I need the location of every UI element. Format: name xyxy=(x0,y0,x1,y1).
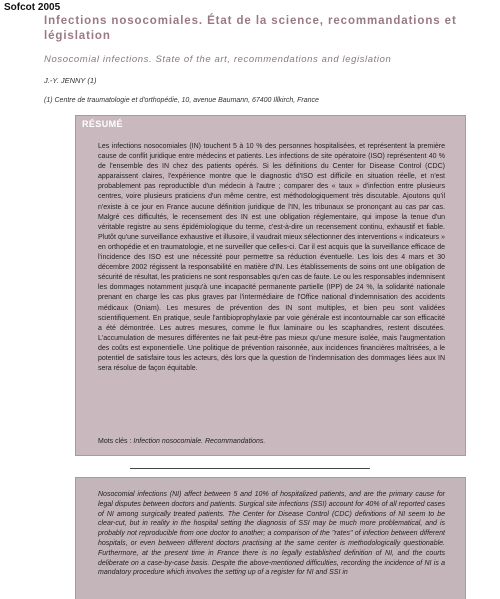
resume-heading: RÉSUMÉ xyxy=(82,119,123,129)
journal-header-label: Sofcot 2005 xyxy=(4,2,61,13)
resume-body-text: Les infections nosocomiales (IN) touchent 5 à 10 % des personnes hospitalisées, et représentent la première cause de conflit juridique entre médecins et patients. Les infections de site opératoire (ISO) représentent 40 % de l'ensemble des IN chez des patients opérés. Si les définitions du Center for Disease Control (CDC) apparaissent claires, l'expérience montre que le diagnostic d'ISO est difficile en situation réelle, et n'est probablement pas reproductible d'un médecin à l'autre ; comparer des « taux » d'infection entre plusieurs centres, voire plusieurs praticiens d'un même centre, est méthodologiquement très discutable. Ajoutons qu'il n'existe à ce jour en France aucune définition juridique de l'IN, les tribunaux se prononçant au cas par cas. Malgré ces difficultés, le recensement des IN est une obligation réglementaire, qui impose la tenue d'un véritable registre au sens épidémiologique du terme, c'est-à-dire un recensement continu, exhaustif et fiable. Plutôt qu'une surveillance exhaustive et illusoire, il vaudrait mieux sélectionner des interventions « indicateurs » en orthopédie et en traumatologie, et ne surveiller que celles-ci. Car il est acquis que la surveillance efficace de l'incidence des ISO est une nécessité pour permettre sa réduction éventuelle. Les lois des 4 mars et 30 décembre 2002 régissent la responsabilité en matière d'IN. Les établissements de soins ont une obligation de sécurité de résultat, les praticiens ne sont responsables qu'en cas de faute. Le ou les responsables indemnisent les dommages notamment jusqu'à une incapacité permanente partielle (IPP) de 24 %, la solidarité nationale prenant en charge les cas plus graves par l'intermédiaire de l'Office national d'indemnisation des accidents médicaux (Oniam). Les mesures de prévention des IN sont multiples, et bien peu sont validées scientifiquement. En pratique, seule l'antibioprophylaxie par voie générale est incontournable car son efficacité a été démontrée. Les autres mesures, comme le flux laminaire ou les scaphandres, restent discutées. L'accumulation de mesures différentes ne fait peut-être pas mieux qu'une mesure isolée, mais l'augmentation des coûts est exponentielle. Une politique de prévention raisonnée, aux incidences financières maîtrisées, a le potentiel de satisfaire tous les acteurs, dès lors que la question de l'indemnisation des dommages liées aux IN sera résolue de façon équitable. xyxy=(98,143,445,373)
keywords-value: Infection nosocomiale. Recommandations. xyxy=(133,438,266,445)
abstract-body-text: Nosocomial infections (NI) affect between 5 and 10% of hospitalized patients, and are the primary cause for legal disputes between doctors and patients. Surgical site infections (SSI) account for 40% of all reported cases of NI among surgically treated patients. The Center for Disease Control (CDC) definitions of NI seem to be clear-cut, but in reality in the hospital setting the diagnosis of SSI may be much more problematical, and is probably not reproducible from one doctor to another; a comparison of the "rates" of infection between different hospitals, or even between different doctors practising at the same center is methodologically questionable. Furthermore, at the present time in France there is no legally established definition of NI, and the courts deliberate on a case-by-case basis. Despite the above-mentioned difficulties, recording the incidence of NI is a mandatory procedure which involves the setting up of a register for NI and SSI in xyxy=(98,491,445,577)
article-author: J.-Y. JENNY (1) xyxy=(44,76,97,85)
resume-box xyxy=(75,115,466,456)
section-divider xyxy=(130,468,370,469)
keywords-label: Mots clés : xyxy=(98,438,132,445)
keywords-line xyxy=(98,438,265,445)
author-affiliation: (1) Centre de traumatologie et d'orthopédie, 10, avenue Baumann, 67400 Illkirch, France xyxy=(44,97,319,104)
abstract-box xyxy=(75,477,466,599)
article-title: Infections nosocomiales. État de la science, recommandations et législation xyxy=(44,15,457,42)
article-title-english: Nosocomial infections. State of the art, recommendations and legislation xyxy=(44,54,392,65)
